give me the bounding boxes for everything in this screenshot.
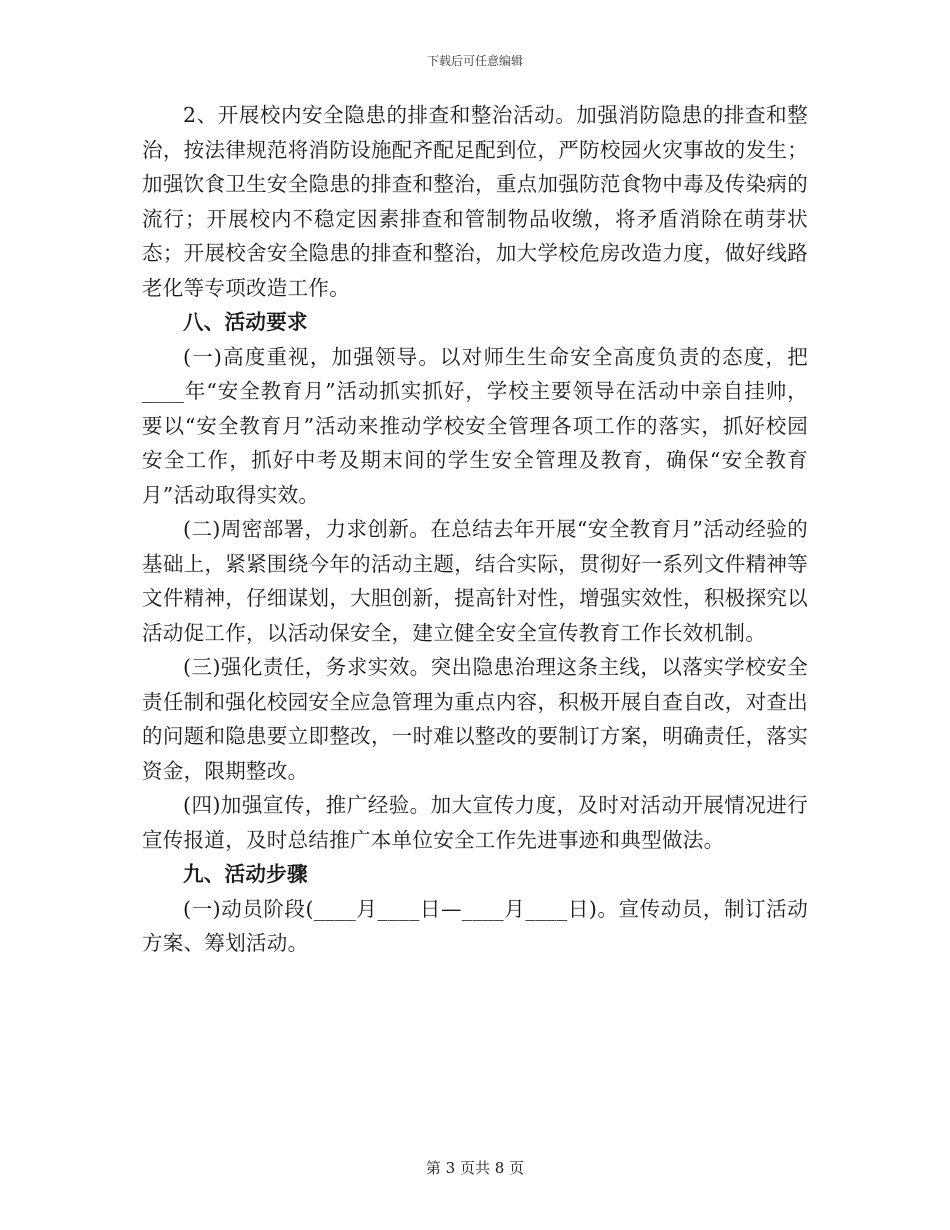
paragraph-requirement-3: (三)强化责任，务求实效。突出隐患治理这条主线，以落实学校安全责任制和强化校园安全应急管理为重点内容，积极开展自查自改，对查出的问题和隐患要立即整改，一时难以整改的要制订方案，明确责任，落实资金，限期整改。 — [142, 655, 808, 783]
document-body — [142, 98, 808, 961]
paragraph-requirement-4: (四)加强宣传，推广经验。加大宣传力度，及时对活动开展情况进行宣传报道，及时总结推广本单位安全工作先进事迹和典型做法。 — [142, 793, 808, 852]
page-footer: 第 3 页共 8 页 — [425, 1159, 525, 1177]
paragraph-requirement-2: (二)周密部署，力求创新。在总结去年开展“安全教育月”活动经验的基础上，紧紧围绕今年的活动主题，结合实际，贯彻好一系列文件精神等文件精神，仔细谋划，大胆创新，提高针对性，增强实效性，积极探究以活动促工作，以活动保安全，建立健全安全宣传教育工作长效机制。 — [142, 517, 808, 645]
paragraph-requirement-1: (一)高度重视，加强领导。以对师生生命安全高度负责的态度，把____年“安全教育月”活动抓实抓好，学校主要领导在活动中亲自挂帅，要以“安全教育月”活动来推动学校安全管理各项工作的落实，抓好校园安全工作，抓好中考及期末间的学生安全管理及教育，确保“安全教育月”活动取得实效。 — [142, 344, 808, 507]
page-header: 下载后可任意编辑 — [426, 54, 523, 68]
section-heading-requirements: 八、活动要求 — [183, 310, 308, 334]
paragraph-step-1: (一)动员阶段(____月____日—____月____日)。宣传动员，制订活动方案、筹划活动。 — [142, 896, 808, 955]
paragraph-item-2: 2、开展校内安全隐患的排查和整治活动。加强消防隐患的排查和整治，按法律规范将消防设施配齐配足配到位，严防校园火灾事故的发生；加强饮食卫生安全隐患的排查和整治，重点加强防范食物中毒及传染病的流行；开展校内不稳定因素排查和管制物品收缴，将矛盾消除在萌芽状态；开展校舍安全隐患的排查和整治，加大学校危房改造力度，做好线路老化等专项改造工作。 — [142, 103, 808, 300]
section-heading-steps: 九、活动步骤 — [183, 862, 308, 886]
